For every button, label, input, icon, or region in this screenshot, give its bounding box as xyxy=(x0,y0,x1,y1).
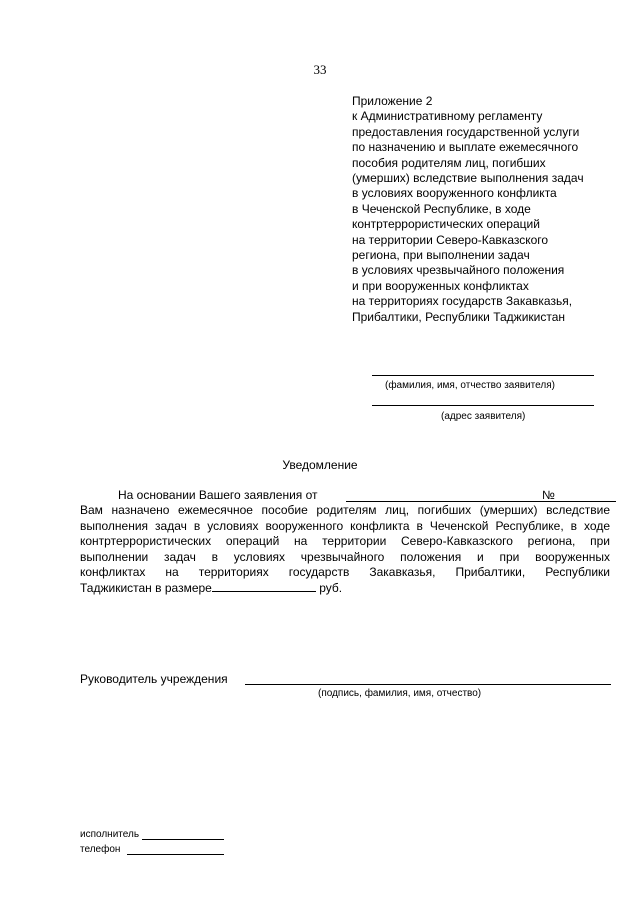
appendix-line: на территории Северо-Кавказского xyxy=(352,232,549,247)
appendix-line: в условиях чрезвычайного положения xyxy=(352,263,565,278)
appendix-line: в Чеченской Республике, в ходе xyxy=(352,201,531,216)
notice-line: выполнения задач в условиях вооруженного конфликта в Чеченской Республике, в ходе xyxy=(80,518,610,533)
appendix-line: Прибалтики, Республики Таджикистан xyxy=(352,309,566,324)
head-caption: (подпись, фамилия, имя, отчество) xyxy=(318,688,482,699)
notice-line: контртеррористических операций на территории Северо-Кавказского региона, при xyxy=(80,534,610,549)
executor-label: исполнитель xyxy=(80,829,140,840)
head-label: Руководитель учреждения xyxy=(80,672,228,686)
appendix-line: пособия родителям лиц, погибших xyxy=(352,155,546,170)
amount-field[interactable] xyxy=(212,580,316,592)
phone-row xyxy=(80,844,120,855)
amount-prefix: Таджикистан в размере xyxy=(80,581,212,596)
appendix-line: (умерших) вследствие выполнения задач xyxy=(352,171,584,186)
notice-line: Вам назначено ежемесячное пособие родителям лиц, погибших (умерших) вследствие xyxy=(80,503,610,518)
appendix-block xyxy=(352,94,622,325)
applicant-name-caption: (фамилия, имя, отчество заявителя) xyxy=(385,380,555,391)
notice-title: Уведомление xyxy=(282,458,358,472)
appendix-line: по назначению и выплате ежемесячного xyxy=(352,140,579,155)
amount-suffix: руб. xyxy=(319,581,343,596)
appendix-line: предоставления государственной услуги xyxy=(352,124,580,139)
executor-row xyxy=(80,829,139,840)
appendix-line: контртеррористических операций xyxy=(352,217,540,232)
appendix-line: на территориях государств Закавказья, xyxy=(352,294,573,309)
appendix-line: Приложение 2 xyxy=(352,94,433,108)
appendix-line: и при вооруженных конфликтах xyxy=(352,278,529,293)
appendix-line: в условиях вооруженного конфликта xyxy=(352,186,557,201)
notice-amount-line xyxy=(80,580,610,596)
notice-line: конфликтах на территориях государств Закавказья, Прибалтики, Республики xyxy=(80,565,610,580)
phone-field[interactable] xyxy=(127,854,224,855)
applicant-name-line[interactable] xyxy=(372,375,594,376)
applicant-address-line[interactable] xyxy=(372,405,594,406)
application-number-field[interactable] xyxy=(560,490,610,502)
appendix-line: к Административному регламенту xyxy=(352,109,543,124)
head-signature-line[interactable] xyxy=(245,684,611,685)
executor-field[interactable] xyxy=(142,839,224,840)
applicant-address-caption: (адрес заявителя) xyxy=(441,411,526,422)
appendix-line: региона, при выполнении задач xyxy=(352,248,530,263)
page-number: 33 xyxy=(313,62,327,77)
number-sign: № xyxy=(542,488,555,502)
head-line xyxy=(80,672,228,686)
notice-intro: На основании Вашего заявления от xyxy=(118,488,318,502)
phone-label: телефон xyxy=(80,844,121,855)
notice-line: выполнении задач в условиях чрезвычайного положения и при вооруженных xyxy=(80,549,610,564)
